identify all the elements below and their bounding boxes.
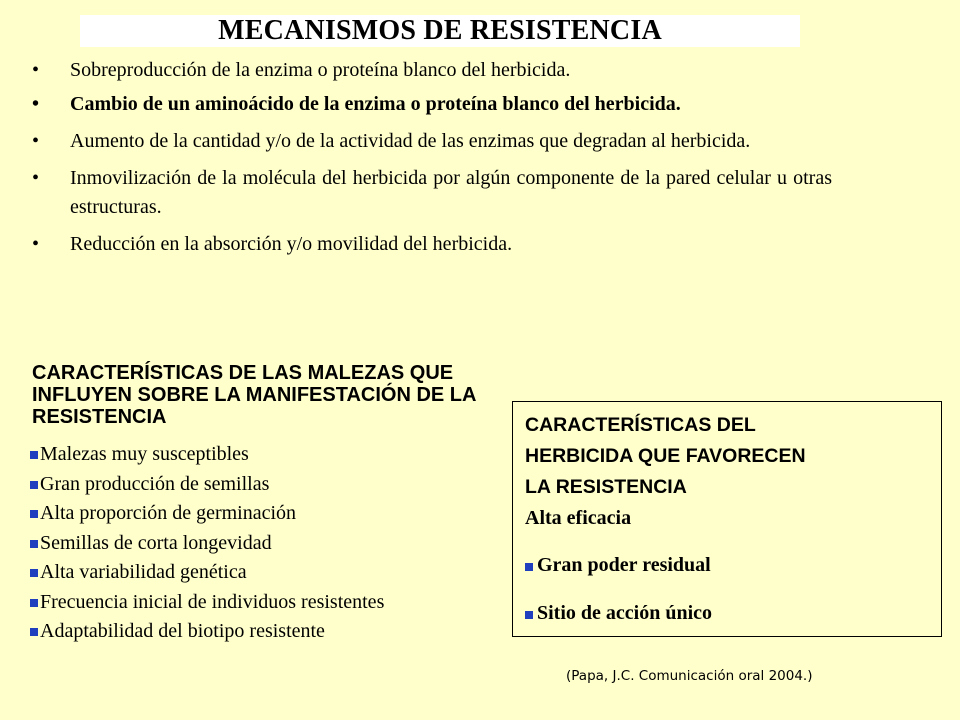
weed-characteristics-section — [30, 362, 550, 647]
list-item-text: Malezas muy susceptibles — [40, 443, 249, 465]
list-item — [30, 588, 550, 618]
list-item-text: Cambio de un aminoácido de la enzima o proteína blanco del herbicida. — [70, 93, 681, 115]
square-bullet-icon — [30, 451, 38, 459]
list-item — [525, 554, 711, 577]
square-bullet-icon — [30, 599, 38, 607]
list-item — [30, 617, 550, 647]
list-item-text: Gran producción de semillas — [40, 472, 270, 495]
list-item — [32, 230, 832, 259]
list-item — [32, 127, 832, 156]
list-item-text: Adaptabilidad del biotipo resistente — [40, 620, 325, 642]
list-item — [32, 56, 832, 85]
list-item-text: Sobreproducción de la enzima o proteína blanco del herbicida. — [70, 59, 571, 81]
herbicide-item-first: Alta eficacia — [525, 507, 632, 529]
list-item-text: Reducción en la absorción y/o movilidad del herbicida. — [70, 233, 513, 255]
citation: (Papa, J.C. Comunicación oral 2004.) — [566, 668, 813, 684]
slide-title: MECANISMOS DE RESISTENCIA — [218, 15, 662, 46]
bullet-icon: • — [32, 93, 40, 115]
list-item — [32, 90, 832, 119]
weed-characteristics-list — [30, 440, 550, 647]
herbicide-characteristics-heading — [525, 410, 806, 533]
list-item — [30, 440, 550, 470]
list-item — [30, 499, 550, 529]
list-item-text: Frecuencia inicial de individuos resistentes — [40, 590, 385, 613]
square-bullet-icon — [30, 569, 38, 577]
title-box — [80, 15, 800, 47]
list-item — [30, 529, 550, 559]
heading-line: HERBICIDA QUE FAVORECEN — [525, 445, 806, 467]
list-item-text: Alta variabilidad genética — [40, 561, 247, 583]
square-bullet-icon — [30, 481, 38, 489]
square-bullet-icon — [30, 628, 38, 636]
list-item-text: Gran poder residual — [537, 554, 711, 576]
list-item — [525, 602, 712, 625]
square-bullet-icon — [525, 563, 533, 571]
bullet-icon: • — [32, 130, 40, 152]
heading-line: LA RESISTENCIA — [525, 476, 687, 498]
list-item — [30, 470, 550, 500]
square-bullet-icon — [525, 611, 533, 619]
heading-line: CARACTERÍSTICAS DEL — [525, 414, 756, 436]
bullet-icon: • — [32, 59, 40, 81]
mechanisms-list — [32, 56, 832, 267]
square-bullet-icon — [30, 510, 38, 518]
list-item-text: Aumento de la cantidad y/o de la actividad de las enzimas que degradan al herbicida. — [70, 130, 751, 152]
bullet-icon: • — [32, 167, 40, 189]
list-item-text: Inmovilización de la molécula del herbicida por algún componente de la pared celular u otras estructuras. — [70, 167, 832, 218]
list-item-text: Sitio de acción único — [537, 602, 713, 624]
bullet-icon: • — [32, 233, 40, 255]
list-item-text: Alta proporción de germinación — [40, 502, 297, 524]
square-bullet-icon — [30, 540, 38, 548]
weed-characteristics-heading: CARACTERÍSTICAS DE LAS MALEZAS QUE INFLUYEN SOBRE LA MANIFESTACIÓN DE LA RESISTENCIA — [32, 362, 476, 428]
herbicide-characteristics-box — [512, 401, 942, 637]
list-item — [32, 164, 832, 222]
list-item — [30, 558, 550, 588]
list-item-text: Semillas de corta longevidad — [40, 531, 272, 554]
